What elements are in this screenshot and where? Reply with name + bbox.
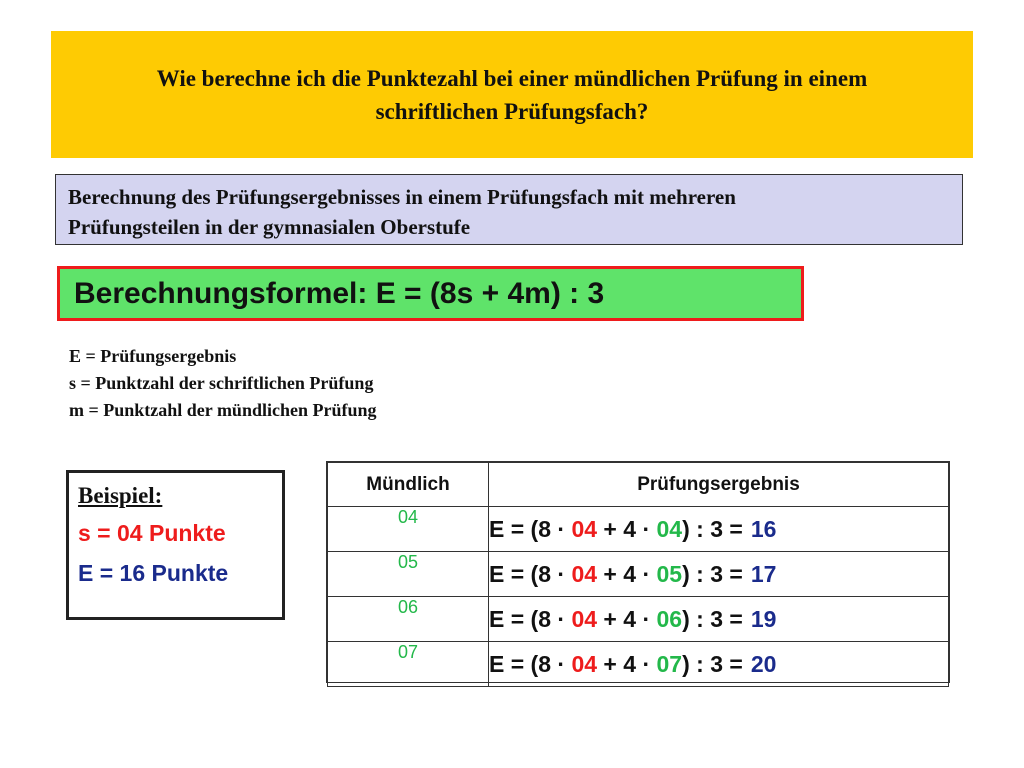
formula-cell [489, 552, 949, 597]
header-muendlich: Mündlich [328, 463, 489, 507]
table-row [328, 642, 949, 687]
formula-cell [489, 507, 949, 552]
info-line-2: Prüfungsteilen in der gymnasialen Oberstufe [68, 215, 471, 239]
formula-m-value: 06 [656, 605, 683, 632]
formula-result: 17 [750, 560, 777, 587]
formula-mid: + 4 · [597, 650, 657, 677]
example-title: Beispiel: [78, 483, 163, 508]
formula-mid: + 4 · [597, 605, 657, 632]
formula-s-value: 04 [571, 650, 598, 677]
formula-result: 16 [750, 515, 777, 542]
formula-result: 19 [750, 605, 777, 632]
table-row [328, 597, 949, 642]
formula-s-value: 04 [571, 515, 598, 542]
formula-prefix: E = (8 · [489, 650, 572, 677]
formula-m-value: 04 [656, 515, 683, 542]
formula-suffix: ) : 3 = [682, 605, 743, 632]
formula-s-value: 04 [571, 560, 598, 587]
formula-cell [489, 642, 949, 687]
muendlich-value: 06 [328, 597, 489, 642]
example-box [66, 470, 285, 620]
formula-m-value: 05 [656, 560, 683, 587]
formula-suffix: ) : 3 = [682, 650, 743, 677]
legend-s: s = Punktzahl der schriftlichen Prüfung [69, 373, 374, 393]
info-box [55, 174, 963, 245]
title-banner [51, 31, 973, 158]
legend [69, 343, 376, 424]
header-ergebnis: Prüfungsergebnis [489, 463, 949, 507]
formula-prefix: E = (8 · [489, 515, 572, 542]
formula-mid: + 4 · [597, 560, 657, 587]
formula-result: 20 [750, 650, 777, 677]
formula-box: Berechnungsformel: E = (8s + 4m) : 3 [57, 266, 804, 321]
formula-suffix: ) : 3 = [682, 560, 743, 587]
muendlich-value: 07 [328, 642, 489, 687]
legend-m: m = Punktzahl der mündlichen Prüfung [69, 400, 377, 420]
formula-s-value: 04 [571, 605, 598, 632]
formula-prefix: E = (8 · [489, 605, 572, 632]
table-row [328, 507, 949, 552]
formula-m-value: 07 [656, 650, 683, 677]
example-e: E = 16 Punkte [78, 560, 229, 586]
muendlich-value: 04 [328, 507, 489, 552]
table-row [328, 552, 949, 597]
formula-cell [489, 597, 949, 642]
example-s: s = 04 Punkte [78, 520, 226, 546]
info-line-1: Berechnung des Prüfungsergebnisses in einem Prüfungsfach mit mehreren [68, 185, 736, 209]
formula-mid: + 4 · [597, 515, 657, 542]
muendlich-value: 05 [328, 552, 489, 597]
legend-e: E = Prüfungsergebnis [69, 346, 237, 366]
title-line-1: Wie berechne ich die Punktezahl bei einer mündlichen Prüfung in einem [156, 65, 868, 91]
formula-suffix: ) : 3 = [682, 515, 743, 542]
results-table [326, 461, 950, 683]
formula-prefix: E = (8 · [489, 560, 572, 587]
title-line-2: schriftlichen Prüfungsfach? [375, 98, 649, 124]
